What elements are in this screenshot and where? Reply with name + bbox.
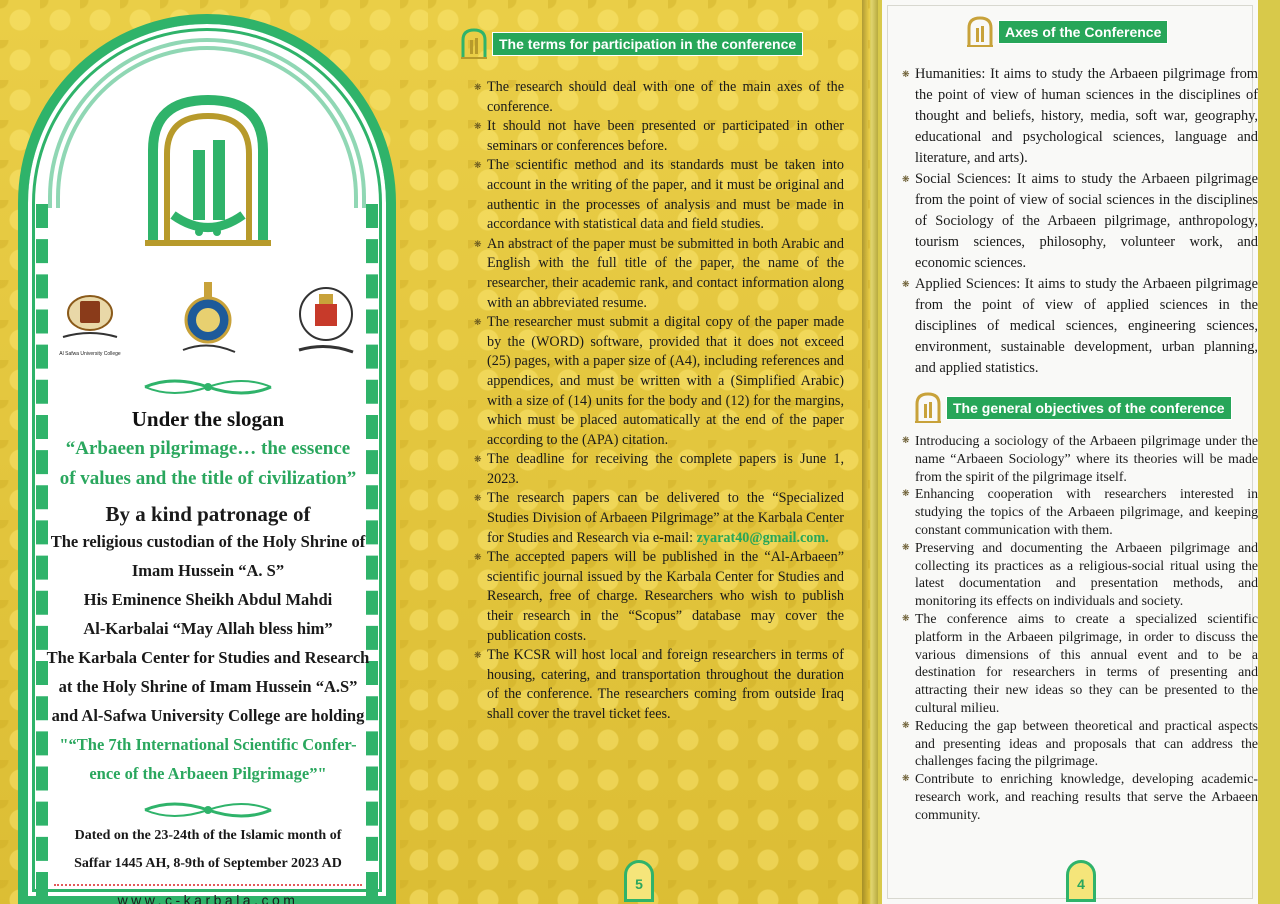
terms-page bbox=[428, 0, 870, 904]
shrine-logo-icon bbox=[286, 280, 366, 365]
axes-list bbox=[902, 64, 1258, 379]
cover-content bbox=[44, 90, 372, 904]
objectives-heading: The general objectives of the conference bbox=[946, 396, 1232, 420]
list-item: ❋ Social Sciences: It aims to study the Arbaeen pilgrimage from the point of view of social sciences in the disciplines of Sociology of the Arbaeen pilgrimage, anthropology, tourism sciences, philosophy, volunteer work, and economic sciences. bbox=[902, 169, 1258, 274]
date-line: Dated on the 23-24th of the Islamic month of bbox=[74, 828, 342, 843]
conference-title-line: ence of the Arbaeen Pilgrimage”" bbox=[89, 764, 327, 783]
list-item: ❋ It should not have been presented or participated in other seminars or conferences before. bbox=[474, 117, 844, 156]
terms-heading: The terms for participation in the conference bbox=[492, 32, 803, 56]
list-item: ❋ An abstract of the paper must be submitted in both Arabic and English with the full title of the paper, the name of the researcher, their academic rank, and contact information along with an abbreviated resume. bbox=[474, 235, 844, 313]
terms-list bbox=[474, 78, 844, 725]
arbaeen-logo-icon bbox=[133, 90, 283, 250]
list-item: ❋ Contribute to enriching knowledge, developing academic-research work, and reaching results that serve the Arbaeen community. bbox=[902, 770, 1258, 823]
website-link[interactable]: www.c-karbala.com bbox=[117, 892, 299, 904]
university-caption: Al Safwa University College bbox=[59, 350, 121, 357]
delivery-text: The research papers can be delivered to the “Specialized Studies Division of Arbaeen Pilgrimage” at the Karbala Center for Studies and Research via e-mail: bbox=[487, 490, 844, 546]
patronage-line: at the Holy Shrine of Imam Hussein “A.S” bbox=[58, 677, 358, 696]
ornament-icon bbox=[143, 798, 273, 822]
section-logo-icon bbox=[460, 28, 488, 60]
list-item: ❋ The KCSR will host local and foreign researchers in terms of housing, catering, and transportation throughout the duration of the conference. The researchers coming from outside Iraq shall cover the travel ticket fees. bbox=[474, 646, 844, 724]
list-item: ❋ The scientific method and its standards must be taken into account in the writing of the paper, and it must be original and authentic in the processes of analysis and must be made in accordance with statistical data and field studies. bbox=[474, 156, 844, 234]
patronage-line: The religious custodian of the Holy Shrine of bbox=[50, 532, 366, 551]
list-item: ❋ Humanities: It aims to study the Arbaeen pilgrimage from the point of view of human sciences in the disciplines of thought and beliefs, history, media, soft war, geography, educational and psychological sciences, language and literature, and arts). bbox=[902, 64, 1258, 169]
list-item: ❋ The conference aims to create a specialized scientific platform in the Arbaeen pilgrimage, in order to discuss the various dimensions of this annual event and to be a destination for researchers in terms of presenting and attracting their new ideas so they can be presented to the cultural milieu. bbox=[902, 610, 1258, 717]
list-item: ❋ Reducing the gap between theoretical and practical aspects and presenting ideas and proposals that can address the challenges facing the pilgrimage. bbox=[902, 717, 1258, 770]
center-seal-icon bbox=[168, 280, 248, 365]
terms-heading-block bbox=[460, 28, 803, 60]
patronage-heading: By a kind patronage of bbox=[105, 502, 311, 526]
list-item: ❋ The researcher must submit a digital copy of the paper made by the (WORD) software, provided that it does not exceed (25) pages, with a paper size of (A4), including references and appendices, and must be written with a (Simplified Arabic) with a size of (14) units for the body and (12) for the margins, which must be placed automatically at the end of the paper according to the (APA) citation. bbox=[474, 313, 844, 450]
ornament-icon bbox=[143, 375, 273, 399]
patronage-line: Imam Hussein “A. S” bbox=[131, 561, 285, 580]
section-logo-icon bbox=[966, 16, 994, 48]
list-item: ❋ Applied Sciences: It aims to study the Arbaeen pilgrimage from the point of view of applied sciences in the disciplines of medical sciences, engineering sciences, environment, sustainable development, urban planning, and applied statistics. bbox=[902, 274, 1258, 379]
white-page bbox=[882, 0, 1258, 904]
list-item: ❋ The research should deal with one of the main axes of the conference. bbox=[474, 78, 844, 117]
slogan-heading: Under the slogan bbox=[131, 407, 285, 431]
date-line: Saffar 1445 AH, 8-9th of September 2023 AD bbox=[74, 856, 342, 871]
email-link[interactable]: zyarat40@gmail.com. bbox=[696, 529, 829, 546]
axes-heading: Axes of the Conference bbox=[998, 20, 1168, 44]
partner-logos bbox=[44, 280, 372, 365]
list-item: ❋ Enhancing cooperation with researchers interested in studying the topics of the Arbaeen pilgrimage, and keeping constant communication with them. bbox=[902, 485, 1258, 538]
patronage-line: The Karbala Center for Studies and Research bbox=[46, 648, 370, 667]
objectives-list bbox=[902, 432, 1258, 824]
list-item: ❋ The accepted papers will be published in the “Al-Arbaeen” scientific journal issued by the Karbala Center for Studies and Research, free of charge. Researchers who wish to publish their research in the “Scopus” database may cover the publication costs. bbox=[474, 548, 844, 646]
patronage-line: and Al-Safwa University College are holding bbox=[51, 706, 365, 725]
conference-title-line: "“The 7th International Scientific Confer- bbox=[59, 735, 357, 754]
university-logo-icon bbox=[50, 289, 130, 357]
patronage-line: Al-Karbalai “May Allah bless him” bbox=[83, 619, 333, 638]
page-number: 4 bbox=[1066, 860, 1096, 902]
axes-page bbox=[870, 0, 1280, 904]
list-item bbox=[474, 489, 844, 548]
section-logo-icon bbox=[914, 392, 942, 424]
slogan-line: “Arbaeen pilgrimage… the essence bbox=[65, 438, 351, 459]
list-item: ❋ Preserving and documenting the Arbaeen pilgrimage and collecting its practices as a religious-social ritual using the latest documentation and presentation methods, and monitoring its effects on individuals and society. bbox=[902, 539, 1258, 610]
slogan-line: of values and the title of civilization” bbox=[59, 468, 357, 489]
page-number: 5 bbox=[624, 860, 654, 902]
patronage-line: His Eminence Sheikh Abdul Mahdi bbox=[83, 590, 333, 609]
divider bbox=[54, 884, 362, 886]
axes-heading-block bbox=[966, 16, 1168, 48]
page-gutter bbox=[862, 0, 878, 904]
cover-panel bbox=[0, 0, 428, 904]
list-item: ❋ Introducing a sociology of the Arbaeen pilgrimage under the name “Arbaeen Sociology” where its theories will be made from the spirit of the pilgrimage itself. bbox=[902, 432, 1258, 485]
list-item: ❋ The deadline for receiving the complete papers is June 1, 2023. bbox=[474, 450, 844, 489]
objectives-heading-block bbox=[914, 392, 1232, 424]
